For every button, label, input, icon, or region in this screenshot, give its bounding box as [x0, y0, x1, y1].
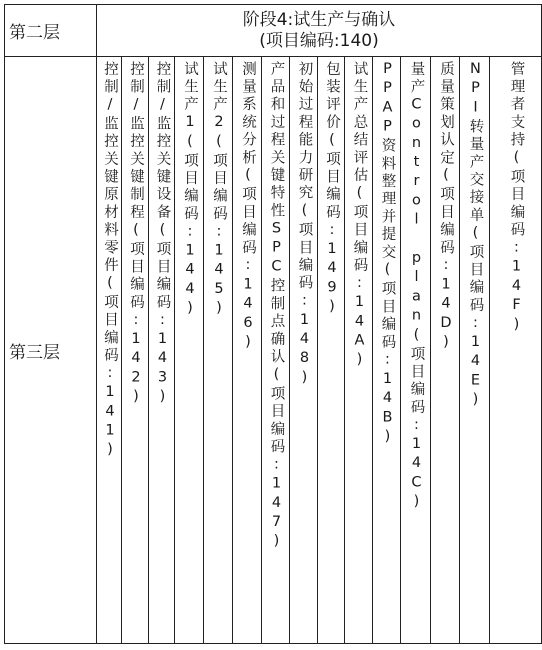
task-cell	[233, 57, 262, 644]
level3-row	[5, 57, 542, 644]
task-cell	[262, 57, 290, 644]
task-text: 控制/监控关键制程(项目编码:142)	[127, 61, 144, 408]
stage-header	[97, 5, 542, 57]
task-text: 产品和过程关键特性SPC控制点确认(项目编码:147)	[268, 61, 285, 553]
task-cell	[401, 57, 431, 644]
task-cell	[290, 57, 318, 644]
task-text: 管理者支持(项目编码:14F)	[508, 61, 525, 336]
task-cell	[318, 57, 345, 644]
task-cell	[345, 57, 373, 644]
task-cell	[373, 57, 401, 644]
task-cell	[460, 57, 490, 644]
task-text: 包装评价(项目编码:149)	[323, 61, 340, 318]
task-cell	[149, 57, 175, 644]
task-text: PPAP资料整理并提交(项目编码:14B)	[379, 61, 396, 448]
task-text: 初始过程能力研究(项目编码:148)	[296, 61, 313, 389]
task-text: 量产Control plan(项目编码:14C)	[408, 61, 425, 513]
task-text: 试生产1(项目编码:144)	[181, 61, 198, 320]
wbs-table	[4, 4, 542, 644]
task-cell	[122, 57, 149, 644]
task-cell	[204, 57, 233, 644]
stage-title: 阶段4:试生产与确认	[242, 9, 396, 30]
task-text: 控制/监控关键原材料零件(项目编码:141)	[101, 61, 118, 461]
task-text: 试生产2(项目编码:145)	[210, 61, 227, 320]
task-cell	[490, 57, 542, 644]
task-cell	[431, 57, 460, 644]
task-text: 控制/监控关键设备(项目编码:143)	[154, 61, 171, 408]
level2-label: 第二层	[5, 5, 97, 57]
task-text: 试生产总结评估(项目编码:14A)	[351, 61, 368, 371]
task-cell	[97, 57, 122, 644]
task-text: 质量策划认定(项目编码:14D)	[437, 61, 454, 354]
task-text: 测量系统分析(项目编码:146)	[239, 61, 256, 354]
stage-code: (项目编码:140)	[259, 30, 379, 51]
level3-label: 第三层	[5, 57, 97, 644]
level2-row	[5, 5, 542, 57]
task-text: NPI转量产交接单(项目编码:14E)	[467, 61, 484, 411]
task-cell	[175, 57, 204, 644]
